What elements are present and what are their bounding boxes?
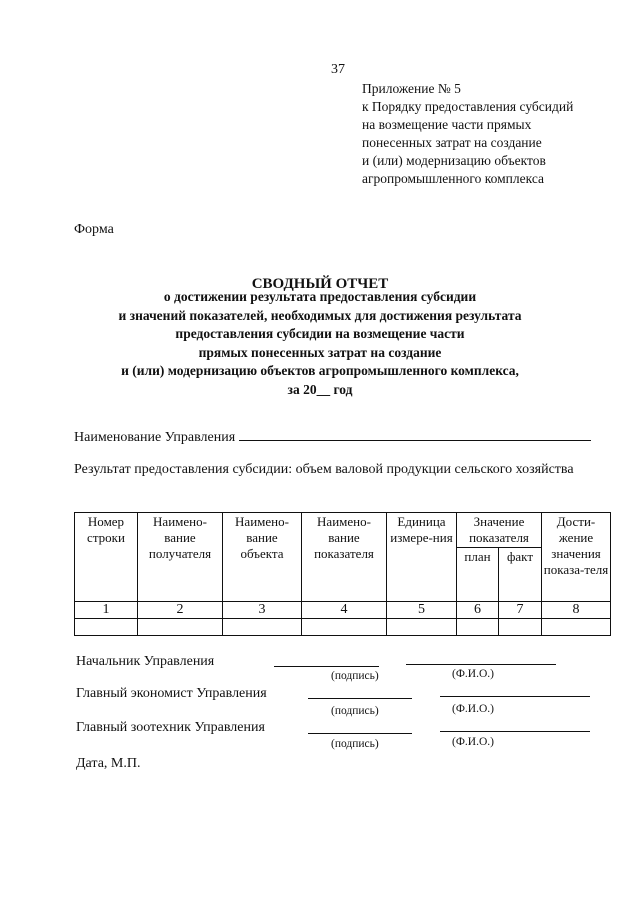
appendix-line: к Порядку предоставления субсидий [362,99,574,114]
column-number: 2 [138,602,223,619]
column-number: 1 [75,602,138,619]
name-caption: (Ф.И.О.) [452,703,494,715]
name-line[interactable] [440,731,590,732]
table-cell[interactable] [223,619,302,636]
management-name-field[interactable] [239,426,591,441]
header-achievement: Дости-жение значения показа-теля [542,513,611,602]
report-subtitle [0,288,640,399]
column-number: 4 [302,602,387,619]
name-caption: (Ф.И.О.) [452,736,494,748]
management-name-row [74,426,591,446]
header-value: Значение показателя [457,513,542,548]
form-label: Форма [74,222,114,237]
appendix-line: агропромышленного комплекса [362,171,544,186]
signature-line[interactable] [274,666,379,667]
signature-role: Главный экономист Управления [76,686,267,701]
signature-caption: (подпись) [331,738,379,750]
signature-line[interactable] [308,733,412,734]
name-line[interactable] [406,664,556,665]
signature-caption: (подпись) [331,705,379,717]
header-indicator: Наимено-вание показателя [302,513,387,602]
appendix-line: и (или) модернизацию объектов [362,153,546,168]
column-number: 7 [499,602,542,619]
table-cell[interactable] [302,619,387,636]
table-cell[interactable] [75,619,138,636]
name-line[interactable] [440,696,590,697]
header-row-number: Номер строки [75,513,138,602]
table-row [75,619,611,636]
header-plan: план [457,548,499,602]
table-cell[interactable] [138,619,223,636]
column-number: 8 [542,602,611,619]
signature-caption: (подпись) [331,670,379,682]
column-number: 3 [223,602,302,619]
header-fact: факт [499,548,542,602]
appendix-line: Приложение № 5 [362,81,461,96]
header-recipient: Наимено-вание получателя [138,513,223,602]
report-title: СВОДНЫЙ ОТЧЕТ [251,276,389,292]
table-cell[interactable] [542,619,611,636]
management-label: Наименование Управления [74,430,236,445]
appendix-header [362,80,573,188]
date-label: Дата, М.П. [76,756,141,771]
subtitle-line: и (или) модернизацию объектов агропромышленного комплекса, [121,363,519,378]
subtitle-line: предоставления субсидии на возмещение части [175,326,465,341]
header-unit: Единица измере-ния [387,513,457,602]
result-text: Результат предоставления субсидии: объем валовой продукции сельского хозяйства [74,462,574,477]
appendix-line: понесенных затрат на создание [362,135,542,150]
table-cell[interactable] [387,619,457,636]
header-object: Наимено-вание объекта [223,513,302,602]
table-cell[interactable] [457,619,499,636]
column-number: 5 [387,602,457,619]
subtitle-line: прямых понесенных затрат на создание [198,344,442,360]
report-table [74,512,611,636]
signature-role: Начальник Управления [76,654,215,669]
page-number: 37 [331,62,345,77]
name-caption: (Ф.И.О.) [452,668,494,680]
subtitle-line: о достижении результата предоставления субсидии [163,289,477,304]
subtitle-line: и значений показателей, необходимых для достижения результата [118,307,522,323]
signature-line[interactable] [308,698,412,699]
column-number: 6 [457,602,499,619]
signature-role: Главный зоотехник Управления [76,720,265,735]
subtitle-line: за 20__ год [287,381,353,397]
appendix-line: на возмещение части прямых [362,117,532,132]
table-cell[interactable] [499,619,542,636]
